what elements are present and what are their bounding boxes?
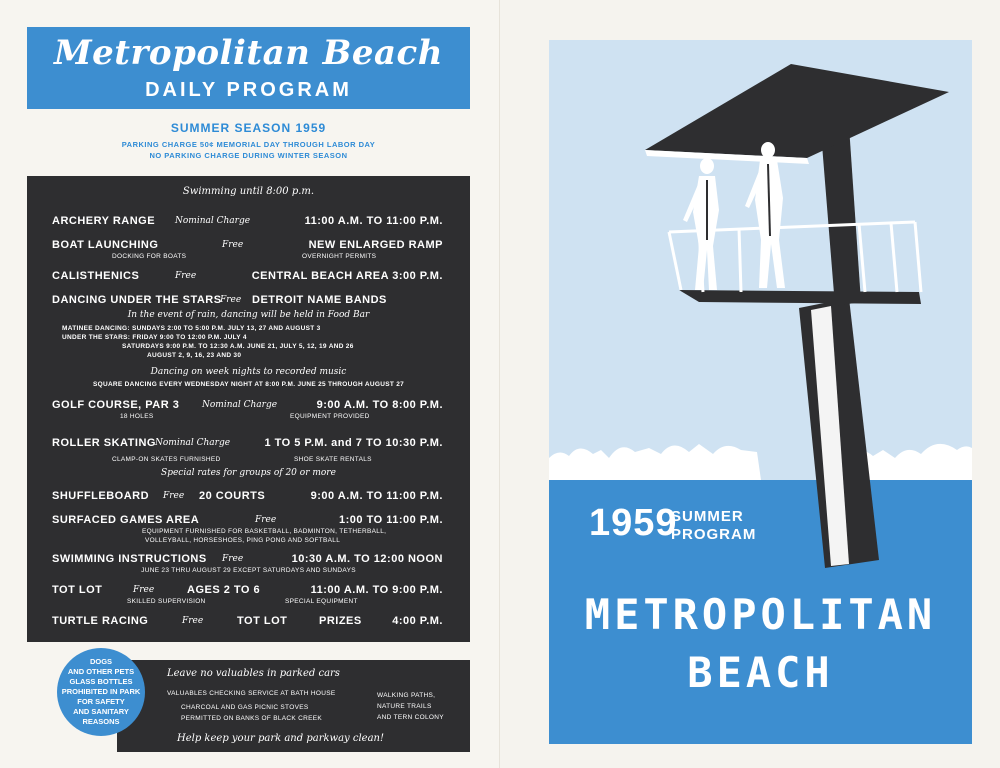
swim-instr-note: JUNE 23 THRU AUGUST 29 EXCEPT SATURDAYS AND SUNDAYS bbox=[141, 567, 356, 574]
dancing-detail: DETROIT NAME BANDS bbox=[252, 294, 387, 306]
dancing-stars-2: SATURDAYS 9:00 P.M. TO 12:30 A.M. JUNE 21, JULY 5, 12, 19 AND 26 bbox=[122, 343, 354, 350]
boat-note-2: OVERNIGHT PERMITS bbox=[302, 253, 377, 260]
circle-line-5: FOR SAFETY bbox=[77, 697, 125, 706]
swim-instr-hours: 10:30 A.M. TO 12:00 NOON bbox=[291, 553, 443, 565]
dancing-stars-3: AUGUST 2, 9, 16, 23 AND 30 bbox=[147, 352, 242, 359]
calisthenics-charge: Free bbox=[175, 271, 197, 281]
golf-note-1: 18 HOLES bbox=[120, 413, 154, 420]
boat-detail: NEW ENLARGED RAMP bbox=[308, 239, 443, 251]
header-banner bbox=[27, 27, 470, 109]
dancing-charge: Free bbox=[220, 295, 242, 305]
program-board bbox=[27, 176, 470, 642]
roller-name: ROLLER SKATING bbox=[52, 437, 156, 449]
totlot-detail: AGES 2 TO 6 bbox=[187, 584, 261, 596]
games-name: SURFACED GAMES AREA bbox=[52, 514, 200, 526]
circle-line-3: GLASS BOTTLES bbox=[69, 677, 133, 686]
roller-special: Special rates for groups of 20 or more bbox=[161, 468, 336, 478]
turtle-prizes: PRIZES bbox=[319, 615, 362, 627]
archery-hours: 11:00 A.M. TO 11:00 P.M. bbox=[304, 215, 443, 227]
totlot-charge: Free bbox=[133, 585, 155, 595]
tower-upper-column bbox=[821, 126, 861, 306]
tower-roof bbox=[645, 64, 949, 158]
roller-note-2: SHOE SKATE RENTALS bbox=[294, 456, 372, 463]
shore-trees-left bbox=[549, 444, 761, 480]
totlot-note-1: SKILLED SUPERVISION bbox=[127, 598, 206, 605]
swim-instr-name: SWIMMING INSTRUCTIONS bbox=[52, 553, 207, 565]
golf-name: GOLF COURSE, PAR 3 bbox=[52, 399, 180, 411]
shuffle-detail: 20 COURTS bbox=[199, 490, 266, 502]
circle-line-4: PROHIBITED IN PARK bbox=[61, 687, 141, 696]
cover-title-metropolitan: METROPOLITAN bbox=[584, 590, 937, 639]
archery-name: ARCHERY RANGE bbox=[52, 215, 156, 227]
dancing-recorded-note: Dancing on week nights to recorded music bbox=[150, 367, 347, 377]
dancing-name: DANCING UNDER THE STARS bbox=[52, 294, 222, 306]
cover-artwork bbox=[549, 40, 972, 744]
games-charge: Free bbox=[255, 515, 277, 525]
square-dancing-note: SQUARE DANCING EVERY WEDNESDAY NIGHT AT 8:00 P.M. JUNE 25 THROUGH AUGUST 27 bbox=[92, 381, 405, 388]
roller-charge: Nominal Charge bbox=[155, 438, 231, 448]
games-note-2: VOLLEYBALL, HORSESHOES, PING PONG AND SOFTBALL bbox=[145, 537, 341, 544]
shuffle-name: SHUFFLEBOARD bbox=[52, 490, 150, 502]
notice-box bbox=[117, 660, 470, 752]
totlot-name: TOT LOT bbox=[52, 584, 103, 596]
walking-line-1: WALKING PATHS, bbox=[377, 692, 436, 699]
circle-line-2: AND OTHER PETS bbox=[67, 667, 135, 676]
cover-year: 1959 bbox=[589, 502, 678, 544]
tower-platform bbox=[679, 290, 921, 304]
totlot-note-2: SPECIAL EQUIPMENT bbox=[285, 598, 358, 605]
cover-program: PROGRAM bbox=[671, 526, 757, 543]
games-note-1: EQUIPMENT FURNISHED FOR BASKETBALL, BADMINTON, TETHERBALL, bbox=[142, 528, 387, 535]
roller-hours: 1 TO 5 P.M. and 7 TO 10:30 P.M. bbox=[264, 437, 443, 449]
cover-summer: SUMMER bbox=[671, 508, 744, 525]
totlot-hours: 11:00 A.M. TO 9:00 P.M. bbox=[310, 584, 443, 596]
daily-program-title: DAILY PROGRAM bbox=[145, 79, 352, 101]
turtle-detail: TOT LOT bbox=[237, 615, 288, 627]
calisthenics-detail: CENTRAL BEACH AREA 3:00 P.M. bbox=[251, 270, 443, 282]
walking-line-2: NATURE TRAILS bbox=[377, 703, 432, 710]
roller-note-1: CLAMP-ON SKATES FURNISHED bbox=[112, 456, 221, 463]
boat-charge: Free bbox=[222, 240, 244, 250]
swimming-hours: Swimming until 8:00 p.m. bbox=[182, 186, 315, 197]
turtle-name: TURTLE RACING bbox=[52, 615, 149, 627]
picnic-stoves-location: PERMITTED ON BANKS OF BLACK CREEK bbox=[181, 715, 323, 722]
golf-note-2: EQUIPMENT PROVIDED bbox=[290, 413, 370, 420]
games-hours: 1:00 TO 11:00 P.M. bbox=[339, 514, 443, 526]
pets-notice-circle bbox=[57, 648, 145, 736]
picnic-stoves: CHARCOAL AND GAS PICNIC STOVES bbox=[181, 704, 309, 711]
shuffle-charge: Free bbox=[163, 491, 185, 501]
golf-hours: 9:00 A.M. TO 8:00 P.M. bbox=[316, 399, 443, 411]
swim-instr-charge: Free bbox=[222, 554, 244, 564]
boat-name: BOAT LAUNCHING bbox=[52, 239, 159, 251]
parking-line-1: PARKING CHARGE 50¢ MEMORIAL DAY THROUGH LABOR DAY bbox=[121, 140, 376, 149]
circle-line-1: DOGS bbox=[89, 657, 113, 666]
cover-title-beach: BEACH bbox=[687, 648, 834, 697]
parking-line-2: NO PARKING CHARGE DURING WINTER SEASON bbox=[149, 151, 348, 160]
dancing-stars-1: UNDER THE STARS: FRIDAY 9:00 TO 12:00 P.M. JULY 4 bbox=[62, 334, 247, 341]
brand-title: Metropolitan Beach bbox=[54, 33, 443, 73]
turtle-charge: Free bbox=[182, 616, 204, 626]
calisthenics-name: CALISTHENICS bbox=[52, 270, 140, 282]
shuffle-hours: 9:00 A.M. TO 11:00 P.M. bbox=[310, 490, 443, 502]
dancing-matinee: MATINEE DANCING: SUNDAYS 2:00 TO 5:00 P.M. JULY 13, 27 AND AUGUST 3 bbox=[62, 325, 321, 332]
turtle-hours: 4:00 P.M. bbox=[392, 615, 443, 627]
circle-line-7: REASONS bbox=[82, 717, 120, 726]
valuables-warning: Leave no valuables in parked cars bbox=[167, 668, 340, 679]
season-heading: SUMMER SEASON 1959 bbox=[170, 121, 327, 135]
circle-line-6: AND SANITARY bbox=[73, 707, 129, 716]
checking-service: VALUABLES CHECKING SERVICE AT BATH HOUSE bbox=[167, 690, 336, 697]
lifeguard-figures bbox=[683, 142, 785, 290]
archery-charge: Nominal Charge bbox=[175, 216, 251, 226]
dancing-rain-note: In the event of rain, dancing will be held in Food Bar bbox=[127, 310, 370, 320]
clean-park-slogan: Help keep your park and parkway clean! bbox=[177, 733, 385, 744]
golf-charge: Nominal Charge bbox=[202, 400, 278, 410]
boat-note-1: DOCKING FOR BOATS bbox=[112, 253, 187, 260]
cover-summer-program bbox=[671, 508, 756, 544]
walking-line-3: AND TERN COLONY bbox=[377, 714, 444, 721]
